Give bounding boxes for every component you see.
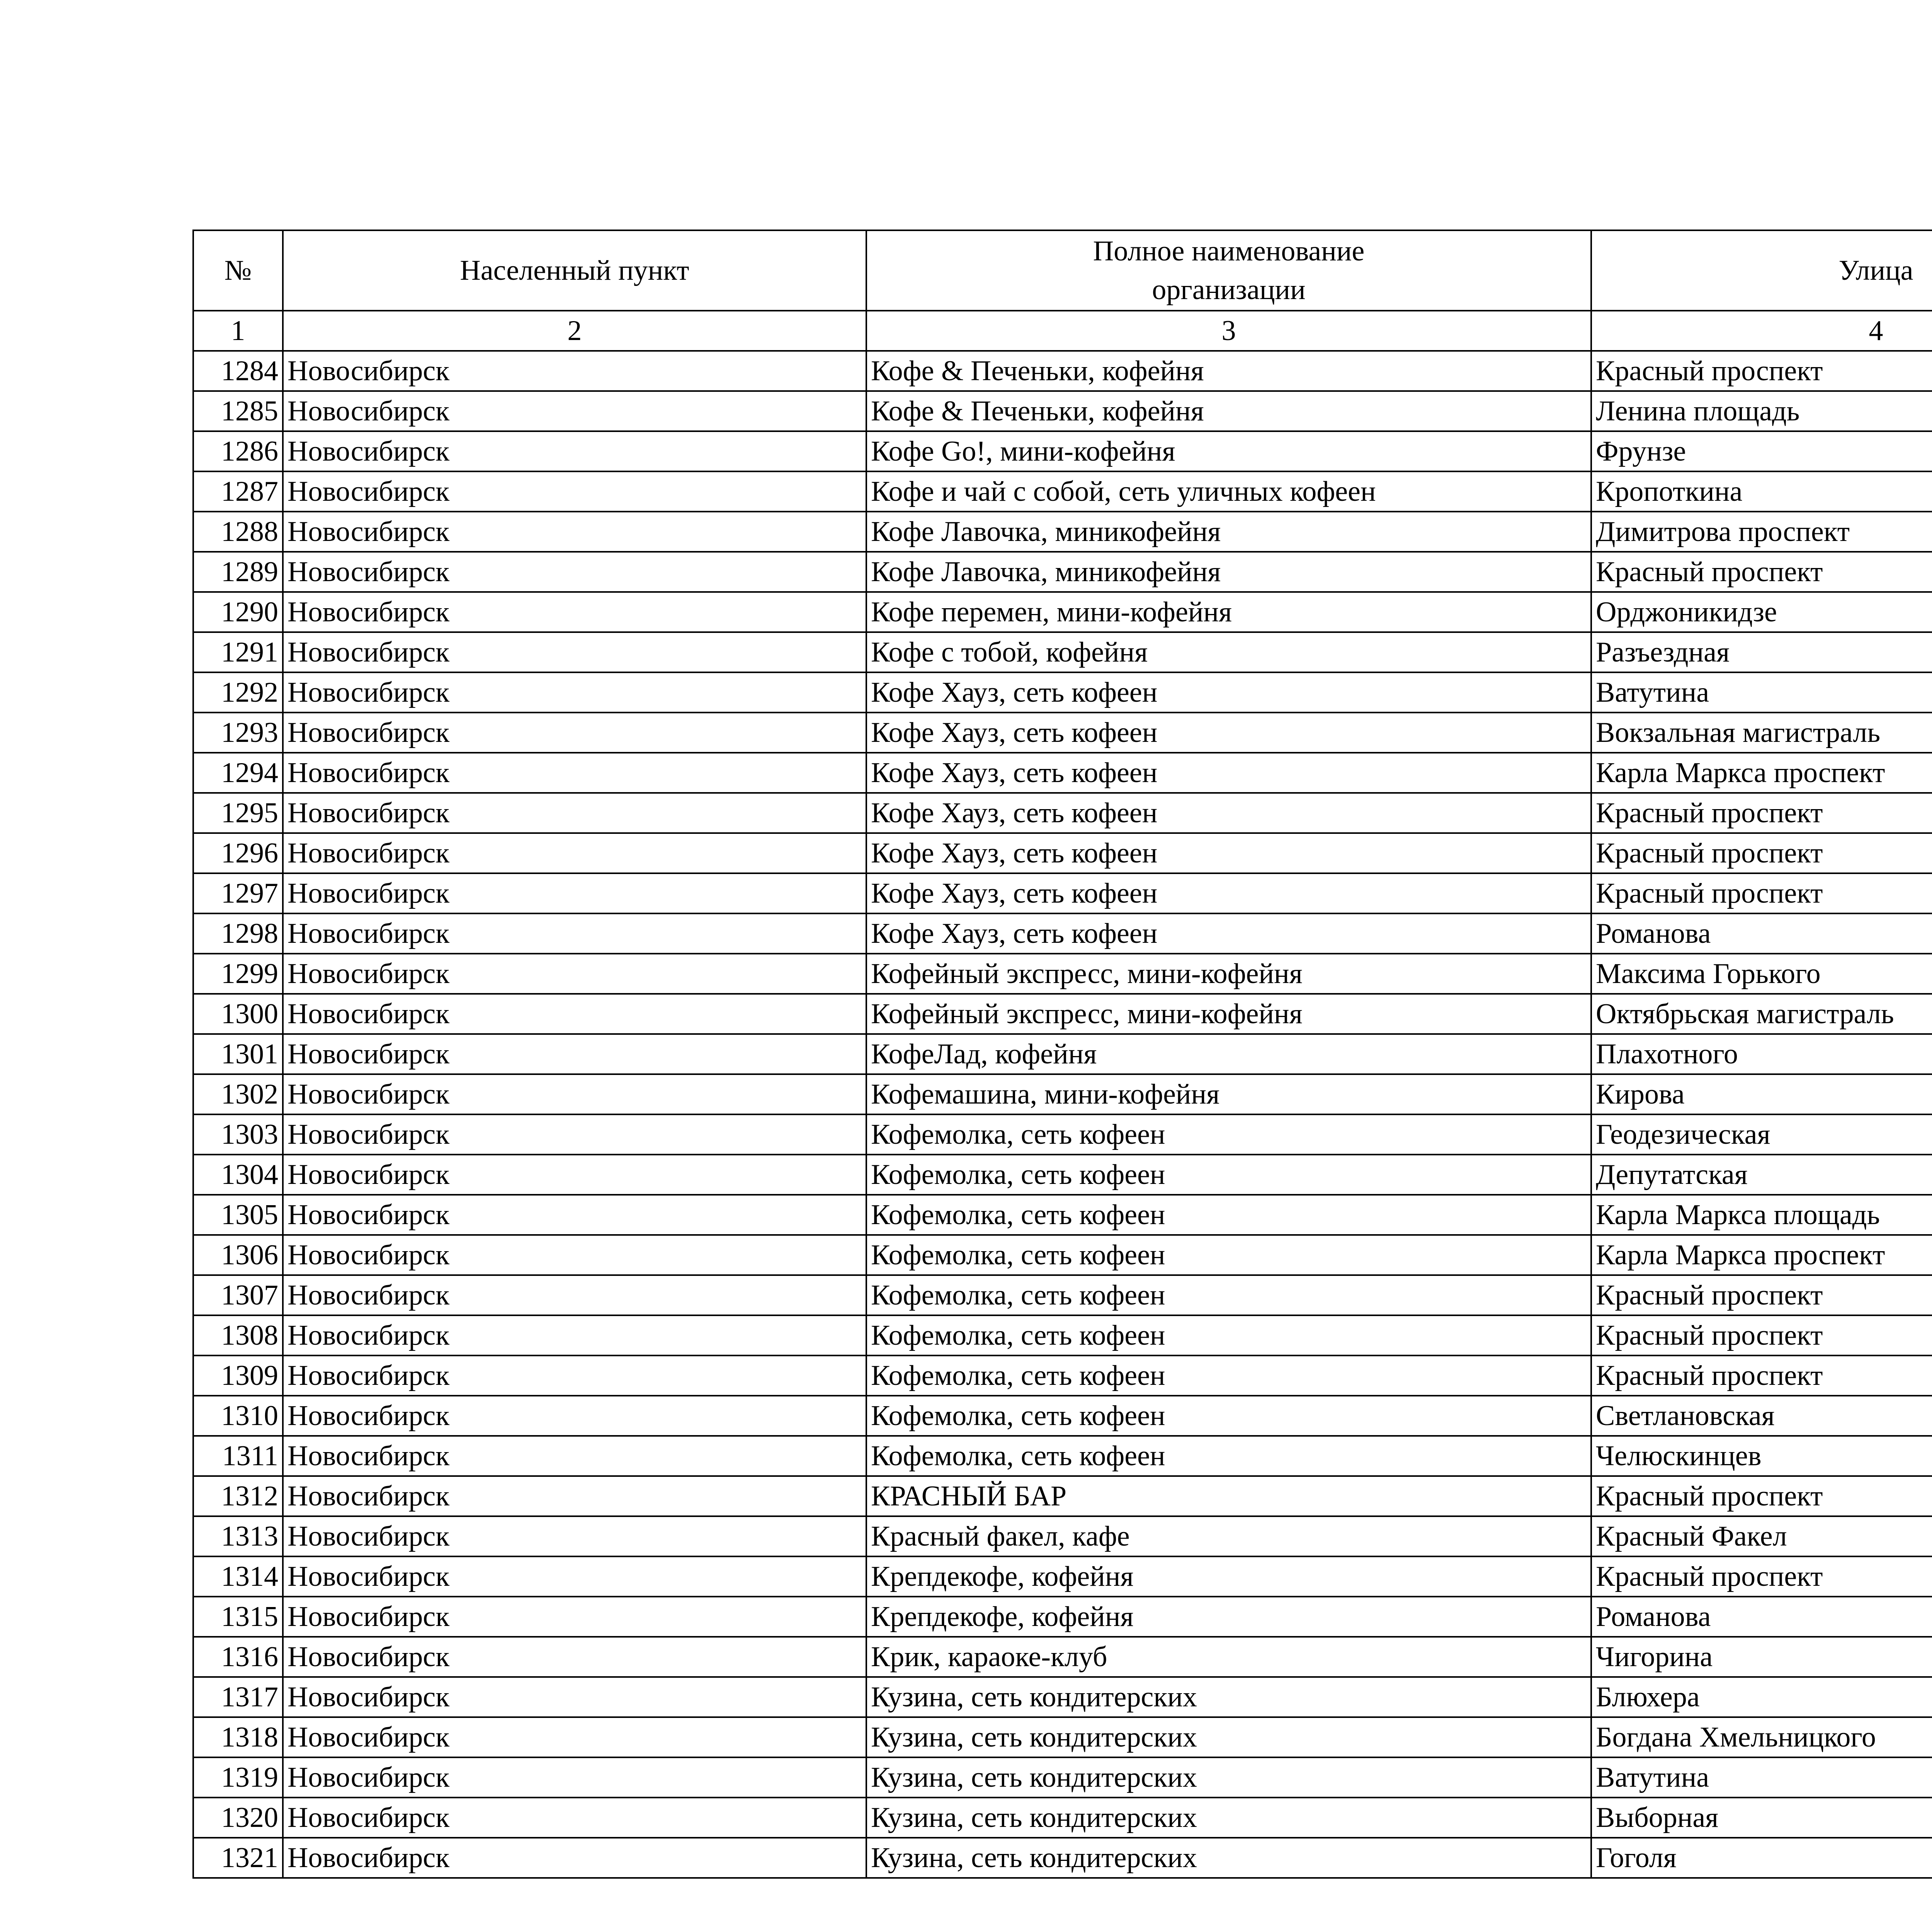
row-number: 1318 — [193, 1717, 283, 1757]
table-row — [193, 632, 1932, 672]
table-row — [193, 1556, 1932, 1597]
row-street: Красный проспект — [1591, 1315, 1932, 1355]
row-organization: Кофе Лавочка, миникофейня — [866, 552, 1591, 592]
row-number: 1305 — [193, 1195, 283, 1235]
row-number: 1301 — [193, 1034, 283, 1074]
row-organization: Кофемолка, сеть кофеен — [866, 1235, 1591, 1275]
row-city: Новосибирск — [283, 1074, 866, 1114]
row-city: Новосибирск — [283, 793, 866, 833]
row-city: Новосибирск — [283, 1396, 866, 1436]
row-organization: Кофемолка, сеть кофеен — [866, 1195, 1591, 1235]
row-organization: Кофе и чай с собой, сеть уличных кофеен — [866, 471, 1591, 512]
table-row — [193, 1355, 1932, 1396]
row-organization: Кофемолка, сеть кофеен — [866, 1436, 1591, 1476]
row-city: Новосибирск — [283, 713, 866, 753]
table-row — [193, 1637, 1932, 1677]
row-city: Новосибирск — [283, 1838, 866, 1878]
row-city: Новосибирск — [283, 1476, 866, 1516]
row-number: 1303 — [193, 1114, 283, 1155]
row-street: Октябрьская магистраль — [1591, 994, 1932, 1034]
row-organization: Кофейный экспресс, мини-кофейня — [866, 994, 1591, 1034]
row-number: 1295 — [193, 793, 283, 833]
row-city: Новосибирск — [283, 1436, 866, 1476]
table-row — [193, 833, 1932, 873]
row-city: Новосибирск — [283, 1034, 866, 1074]
table-row — [193, 1155, 1932, 1195]
row-street: Гоголя — [1591, 1838, 1932, 1878]
table-row — [193, 954, 1932, 994]
row-organization: Кузина, сеть кондитерских — [866, 1757, 1591, 1798]
table-row — [193, 512, 1932, 552]
table-body — [193, 351, 1932, 1878]
row-number: 1319 — [193, 1757, 283, 1798]
row-city: Новосибирск — [283, 994, 866, 1034]
row-number: 1310 — [193, 1396, 283, 1436]
row-number: 1294 — [193, 753, 283, 793]
header-organization-line-1: Полное наименование — [1093, 235, 1365, 267]
row-city: Новосибирск — [283, 552, 866, 592]
row-street: Романова — [1591, 1597, 1932, 1637]
row-city: Новосибирск — [283, 913, 866, 954]
row-city: Новосибирск — [283, 431, 866, 471]
row-organization: Кофемолка, сеть кофеен — [866, 1275, 1591, 1315]
row-number: 1296 — [193, 833, 283, 873]
row-city: Новосибирск — [283, 954, 866, 994]
row-number: 1298 — [193, 913, 283, 954]
row-city: Новосибирск — [283, 672, 866, 713]
table-row — [193, 1838, 1932, 1878]
row-street: Геодезическая — [1591, 1114, 1932, 1155]
row-organization: Крик, караоке-клуб — [866, 1637, 1591, 1677]
row-street: Блюхера — [1591, 1677, 1932, 1717]
row-street: Разъездная — [1591, 632, 1932, 672]
row-organization: Кофе перемен, мини-кофейня — [866, 592, 1591, 632]
row-number: 1304 — [193, 1155, 283, 1195]
row-street: Красный проспект — [1591, 833, 1932, 873]
row-city: Новосибирск — [283, 1556, 866, 1597]
table-row — [193, 873, 1932, 913]
row-city: Новосибирск — [283, 1355, 866, 1396]
row-city: Новосибирск — [283, 833, 866, 873]
row-city: Новосибирск — [283, 512, 866, 552]
table-row — [193, 793, 1932, 833]
row-city: Новосибирск — [283, 632, 866, 672]
column-number-1: 1 — [193, 311, 283, 351]
table-row — [193, 913, 1932, 954]
row-organization: Кофемашина, мини-кофейня — [866, 1074, 1591, 1114]
row-number: 1287 — [193, 471, 283, 512]
row-city: Новосибирск — [283, 1637, 866, 1677]
row-street: Димитрова проспект — [1591, 512, 1932, 552]
row-street: Максима Горького — [1591, 954, 1932, 994]
row-number: 1293 — [193, 713, 283, 753]
table-row — [193, 1275, 1932, 1315]
row-street: Романова — [1591, 913, 1932, 954]
row-number: 1316 — [193, 1637, 283, 1677]
row-street: Красный проспект — [1591, 552, 1932, 592]
row-city: Новосибирск — [283, 873, 866, 913]
row-organization: Крепдекофе, кофейня — [866, 1556, 1591, 1597]
header-street: Улица — [1591, 230, 1932, 311]
header-number: № — [193, 230, 283, 311]
row-street: Красный проспект — [1591, 1355, 1932, 1396]
column-numbers-row — [193, 311, 1932, 351]
row-organization: Кофе Хауз, сеть кофеен — [866, 873, 1591, 913]
row-organization: Кузина, сеть кондитерских — [866, 1677, 1591, 1717]
row-street: Кирова — [1591, 1074, 1932, 1114]
row-street: Ватутина — [1591, 672, 1932, 713]
column-number-3: 3 — [866, 311, 1591, 351]
row-organization: Кофе с тобой, кофейня — [866, 632, 1591, 672]
row-city: Новосибирск — [283, 391, 866, 431]
row-city: Новосибирск — [283, 471, 866, 512]
table-row — [193, 1315, 1932, 1355]
row-street: Фрунзе — [1591, 431, 1932, 471]
row-number: 1311 — [193, 1436, 283, 1476]
row-number: 1288 — [193, 512, 283, 552]
table-row — [193, 1597, 1932, 1637]
row-number: 1307 — [193, 1275, 283, 1315]
row-city: Новосибирск — [283, 1717, 866, 1757]
header-organization — [866, 230, 1591, 311]
table-row — [193, 1677, 1932, 1717]
row-organization: Кузина, сеть кондитерских — [866, 1838, 1591, 1878]
header-city: Населенный пункт — [283, 230, 866, 311]
column-number-2: 2 — [283, 311, 866, 351]
table-row — [193, 1195, 1932, 1235]
table-row — [193, 1396, 1932, 1436]
row-number: 1317 — [193, 1677, 283, 1717]
row-organization: Кузина, сеть кондитерских — [866, 1717, 1591, 1757]
row-number: 1285 — [193, 391, 283, 431]
column-number-4: 4 — [1591, 311, 1932, 351]
row-number: 1320 — [193, 1798, 283, 1838]
row-number: 1312 — [193, 1476, 283, 1516]
table-row — [193, 471, 1932, 512]
table-row — [193, 1436, 1932, 1476]
table-row — [193, 1798, 1932, 1838]
row-city: Новосибирск — [283, 1757, 866, 1798]
row-city: Новосибирск — [283, 1275, 866, 1315]
organizations-table — [192, 230, 1932, 1879]
row-organization: Кофемолка, сеть кофеен — [866, 1114, 1591, 1155]
row-street: Плахотного — [1591, 1034, 1932, 1074]
row-street: Вокзальная магистраль — [1591, 713, 1932, 753]
row-street: Депутатская — [1591, 1155, 1932, 1195]
row-city: Новосибирск — [283, 1195, 866, 1235]
row-organization: Кофемолка, сеть кофеен — [866, 1315, 1591, 1355]
row-organization: Кофе Хауз, сеть кофеен — [866, 913, 1591, 954]
row-organization: Кофе Хауз, сеть кофеен — [866, 833, 1591, 873]
table-row — [193, 431, 1932, 471]
row-city: Новосибирск — [283, 1516, 866, 1556]
header-organization-line-2: организации — [1152, 274, 1306, 306]
row-number: 1284 — [193, 351, 283, 391]
row-number: 1308 — [193, 1315, 283, 1355]
row-number: 1321 — [193, 1838, 283, 1878]
row-city: Новосибирск — [283, 1597, 866, 1637]
table-row — [193, 994, 1932, 1034]
row-city: Новосибирск — [283, 1677, 866, 1717]
row-street: Карла Маркса проспект — [1591, 1235, 1932, 1275]
row-number: 1297 — [193, 873, 283, 913]
row-street: Карла Маркса проспект — [1591, 753, 1932, 793]
row-city: Новосибирск — [283, 1235, 866, 1275]
row-number: 1302 — [193, 1074, 283, 1114]
row-organization: Кофейный экспресс, мини-кофейня — [866, 954, 1591, 994]
row-organization: Кофемолка, сеть кофеен — [866, 1396, 1591, 1436]
row-street: Орджоникидзе — [1591, 592, 1932, 632]
row-street: Красный проспект — [1591, 1476, 1932, 1516]
row-number: 1290 — [193, 592, 283, 632]
table-row — [193, 1516, 1932, 1556]
row-organization: Красный факел, кафе — [866, 1516, 1591, 1556]
row-number: 1309 — [193, 1355, 283, 1396]
row-street: Карла Маркса площадь — [1591, 1195, 1932, 1235]
table-row — [193, 672, 1932, 713]
row-organization: Кофе Хауз, сеть кофеен — [866, 793, 1591, 833]
row-street: Красный проспект — [1591, 793, 1932, 833]
table-row — [193, 1074, 1932, 1114]
table-row — [193, 552, 1932, 592]
row-street: Выборная — [1591, 1798, 1932, 1838]
table-row — [193, 1034, 1932, 1074]
row-number: 1306 — [193, 1235, 283, 1275]
row-city: Новосибирск — [283, 1315, 866, 1355]
row-street: Ватутина — [1591, 1757, 1932, 1798]
table-row — [193, 1757, 1932, 1798]
table-row — [193, 753, 1932, 793]
row-street: Красный Факел — [1591, 1516, 1932, 1556]
row-organization: Кофе Go!, мини-кофейня — [866, 431, 1591, 471]
table-row — [193, 1476, 1932, 1516]
row-organization: КРАСНЫЙ БАР — [866, 1476, 1591, 1516]
row-number: 1299 — [193, 954, 283, 994]
row-street: Красный проспект — [1591, 1275, 1932, 1315]
row-street: Красный проспект — [1591, 873, 1932, 913]
row-city: Новосибирск — [283, 1114, 866, 1155]
row-organization: Кофе Лавочка, миникофейня — [866, 512, 1591, 552]
table-row — [193, 1114, 1932, 1155]
row-number: 1286 — [193, 431, 283, 471]
table-row — [193, 391, 1932, 431]
table-row — [193, 1235, 1932, 1275]
row-city: Новосибирск — [283, 1155, 866, 1195]
row-street: Кропоткина — [1591, 471, 1932, 512]
table-row — [193, 713, 1932, 753]
row-organization: Кофемолка, сеть кофеен — [866, 1155, 1591, 1195]
row-organization: КофеЛад, кофейня — [866, 1034, 1591, 1074]
row-street: Челюскинцев — [1591, 1436, 1932, 1476]
table-row — [193, 351, 1932, 391]
row-street: Ленина площадь — [1591, 391, 1932, 431]
row-organization: Кофе Хауз, сеть кофеен — [866, 672, 1591, 713]
table-header-row — [193, 230, 1932, 311]
row-organization: Кофе Хауз, сеть кофеен — [866, 713, 1591, 753]
row-organization: Кофе & Печеньки, кофейня — [866, 391, 1591, 431]
table-row — [193, 1717, 1932, 1757]
row-organization: Кофе Хауз, сеть кофеен — [866, 753, 1591, 793]
table-row — [193, 592, 1932, 632]
row-street: Чигорина — [1591, 1637, 1932, 1677]
row-city: Новосибирск — [283, 753, 866, 793]
row-number: 1292 — [193, 672, 283, 713]
row-street: Красный проспект — [1591, 351, 1932, 391]
row-street: Красный проспект — [1591, 1556, 1932, 1597]
row-street: Светлановская — [1591, 1396, 1932, 1436]
row-organization: Кузина, сеть кондитерских — [866, 1798, 1591, 1838]
row-city: Новосибирск — [283, 1798, 866, 1838]
row-number: 1313 — [193, 1516, 283, 1556]
row-number: 1315 — [193, 1597, 283, 1637]
row-city: Новосибирск — [283, 351, 866, 391]
row-street: Богдана Хмельницкого — [1591, 1717, 1932, 1757]
row-city: Новосибирск — [283, 592, 866, 632]
row-number: 1314 — [193, 1556, 283, 1597]
row-organization: Кофе & Печеньки, кофейня — [866, 351, 1591, 391]
row-organization: Крепдекофе, кофейня — [866, 1597, 1591, 1637]
row-organization: Кофемолка, сеть кофеен — [866, 1355, 1591, 1396]
row-number: 1300 — [193, 994, 283, 1034]
row-number: 1291 — [193, 632, 283, 672]
row-number: 1289 — [193, 552, 283, 592]
